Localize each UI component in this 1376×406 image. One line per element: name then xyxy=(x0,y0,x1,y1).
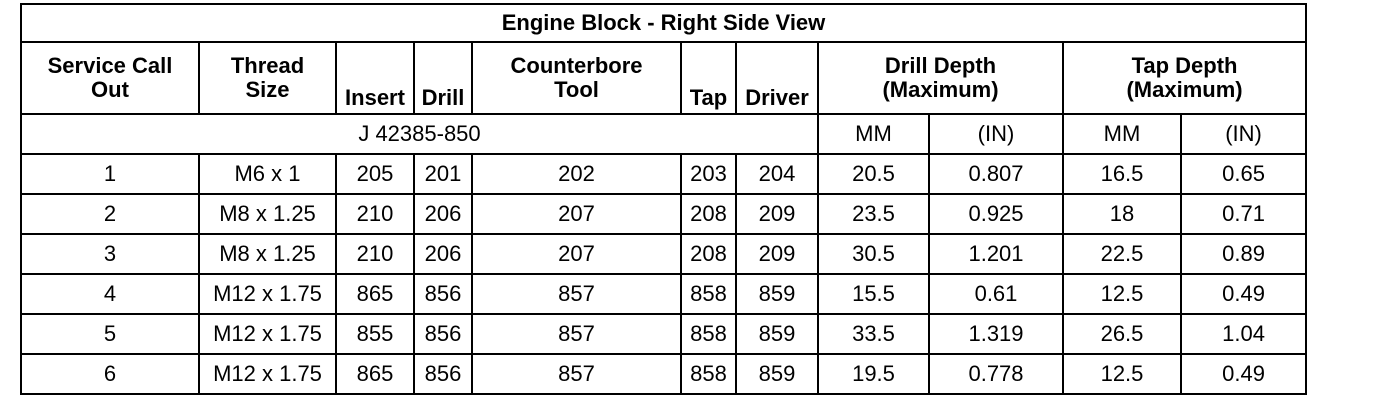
cell-tap: 858 xyxy=(681,274,736,314)
cell-thread-size: M12 x 1.75 xyxy=(199,274,336,314)
cell-tap-depth-mm: 12.5 xyxy=(1063,274,1181,314)
table-row xyxy=(21,194,1306,234)
unit-row xyxy=(21,114,1306,154)
cell-drill-depth-mm: 23.5 xyxy=(818,194,929,234)
engine-block-spec-table xyxy=(20,3,1307,395)
cell-thread-size: M6 x 1 xyxy=(199,154,336,194)
cell-insert: 210 xyxy=(336,194,414,234)
cell-tap-depth-in: 0.89 xyxy=(1181,234,1306,274)
cell-tap-depth-mm: 26.5 xyxy=(1063,314,1181,354)
cell-tap-depth-in: 0.49 xyxy=(1181,274,1306,314)
cell-drill-depth-in: 0.778 xyxy=(929,354,1063,394)
unit-drill-mm: MM xyxy=(818,114,929,154)
cell-thread-size: M12 x 1.75 xyxy=(199,354,336,394)
cell-thread-size: M12 x 1.75 xyxy=(199,314,336,354)
cell-tap: 858 xyxy=(681,314,736,354)
cell-driver: 859 xyxy=(736,274,818,314)
cell-driver: 209 xyxy=(736,194,818,234)
cell-drill-depth-in: 0.925 xyxy=(929,194,1063,234)
header-service-call-out-line2: Out xyxy=(91,77,129,102)
header-tap: Tap xyxy=(681,42,736,114)
cell-drill-depth-in: 1.201 xyxy=(929,234,1063,274)
cell-tap-depth-mm: 22.5 xyxy=(1063,234,1181,274)
cell-call-out: 5 xyxy=(21,314,199,354)
cell-drill: 856 xyxy=(414,274,472,314)
title-row xyxy=(21,4,1306,42)
cell-tap: 858 xyxy=(681,354,736,394)
table-row xyxy=(21,274,1306,314)
cell-drill-depth-mm: 15.5 xyxy=(818,274,929,314)
header-tap-depth-line2: (Maximum) xyxy=(1126,77,1243,102)
cell-driver: 859 xyxy=(736,354,818,394)
cell-thread-size: M8 x 1.25 xyxy=(199,234,336,274)
header-row xyxy=(21,42,1306,114)
header-driver: Driver xyxy=(736,42,818,114)
cell-tap: 208 xyxy=(681,194,736,234)
header-tap-depth xyxy=(1063,42,1306,114)
cell-drill: 206 xyxy=(414,234,472,274)
header-thread-size-line2: Size xyxy=(245,77,290,102)
header-service-call-out xyxy=(21,42,199,114)
header-drill-depth-line2: (Maximum) xyxy=(882,77,999,102)
cell-drill-depth-mm: 33.5 xyxy=(818,314,929,354)
cell-tap-depth-mm: 16.5 xyxy=(1063,154,1181,194)
cell-call-out: 4 xyxy=(21,274,199,314)
header-drill-depth xyxy=(818,42,1063,114)
cell-counterbore-tool: 857 xyxy=(472,314,681,354)
cell-call-out: 6 xyxy=(21,354,199,394)
header-service-call-out-line1: Service Call xyxy=(47,52,173,78)
header-drill: Drill xyxy=(414,42,472,114)
cell-counterbore-tool: 207 xyxy=(472,234,681,274)
cell-drill: 206 xyxy=(414,194,472,234)
cell-driver: 859 xyxy=(736,314,818,354)
cell-tap-depth-in: 0.71 xyxy=(1181,194,1306,234)
header-counterbore-tool xyxy=(472,42,681,114)
cell-drill-depth-in: 0.807 xyxy=(929,154,1063,194)
cell-driver: 209 xyxy=(736,234,818,274)
cell-drill: 856 xyxy=(414,314,472,354)
cell-counterbore-tool: 202 xyxy=(472,154,681,194)
cell-drill: 201 xyxy=(414,154,472,194)
cell-drill-depth-in: 1.319 xyxy=(929,314,1063,354)
cell-counterbore-tool: 207 xyxy=(472,194,681,234)
data-rows xyxy=(21,154,1306,394)
header-counterbore-tool-line2: Tool xyxy=(554,77,599,102)
unit-drill-in: (IN) xyxy=(929,114,1063,154)
kit-number: J 42385-850 xyxy=(21,114,818,154)
cell-tap: 203 xyxy=(681,154,736,194)
table-row xyxy=(21,354,1306,394)
header-thread-size xyxy=(199,42,336,114)
cell-drill-depth-mm: 30.5 xyxy=(818,234,929,274)
cell-call-out: 1 xyxy=(21,154,199,194)
cell-drill-depth-mm: 19.5 xyxy=(818,354,929,394)
unit-tap-in: (IN) xyxy=(1181,114,1306,154)
cell-insert: 205 xyxy=(336,154,414,194)
header-thread-size-line1: Thread xyxy=(230,52,305,78)
cell-thread-size: M8 x 1.25 xyxy=(199,194,336,234)
cell-call-out: 3 xyxy=(21,234,199,274)
table-row xyxy=(21,154,1306,194)
table-row xyxy=(21,314,1306,354)
cell-insert: 210 xyxy=(336,234,414,274)
cell-insert: 865 xyxy=(336,354,414,394)
cell-tap: 208 xyxy=(681,234,736,274)
cell-insert: 855 xyxy=(336,314,414,354)
table-title: Engine Block - Right Side View xyxy=(21,4,1306,42)
header-insert: Insert xyxy=(336,42,414,114)
cell-tap-depth-mm: 12.5 xyxy=(1063,354,1181,394)
cell-counterbore-tool: 857 xyxy=(472,274,681,314)
table-row xyxy=(21,234,1306,274)
header-drill-depth-line1: Drill Depth xyxy=(884,52,997,78)
unit-tap-mm: MM xyxy=(1063,114,1181,154)
cell-drill-depth-mm: 20.5 xyxy=(818,154,929,194)
cell-insert: 865 xyxy=(336,274,414,314)
cell-call-out: 2 xyxy=(21,194,199,234)
cell-counterbore-tool: 857 xyxy=(472,354,681,394)
cell-tap-depth-in: 1.04 xyxy=(1181,314,1306,354)
cell-tap-depth-mm: 18 xyxy=(1063,194,1181,234)
cell-tap-depth-in: 0.65 xyxy=(1181,154,1306,194)
cell-drill-depth-in: 0.61 xyxy=(929,274,1063,314)
cell-driver: 204 xyxy=(736,154,818,194)
cell-tap-depth-in: 0.49 xyxy=(1181,354,1306,394)
header-counterbore-tool-line1: Counterbore xyxy=(510,52,643,78)
cell-drill: 856 xyxy=(414,354,472,394)
header-tap-depth-line1: Tap Depth xyxy=(1131,52,1238,78)
